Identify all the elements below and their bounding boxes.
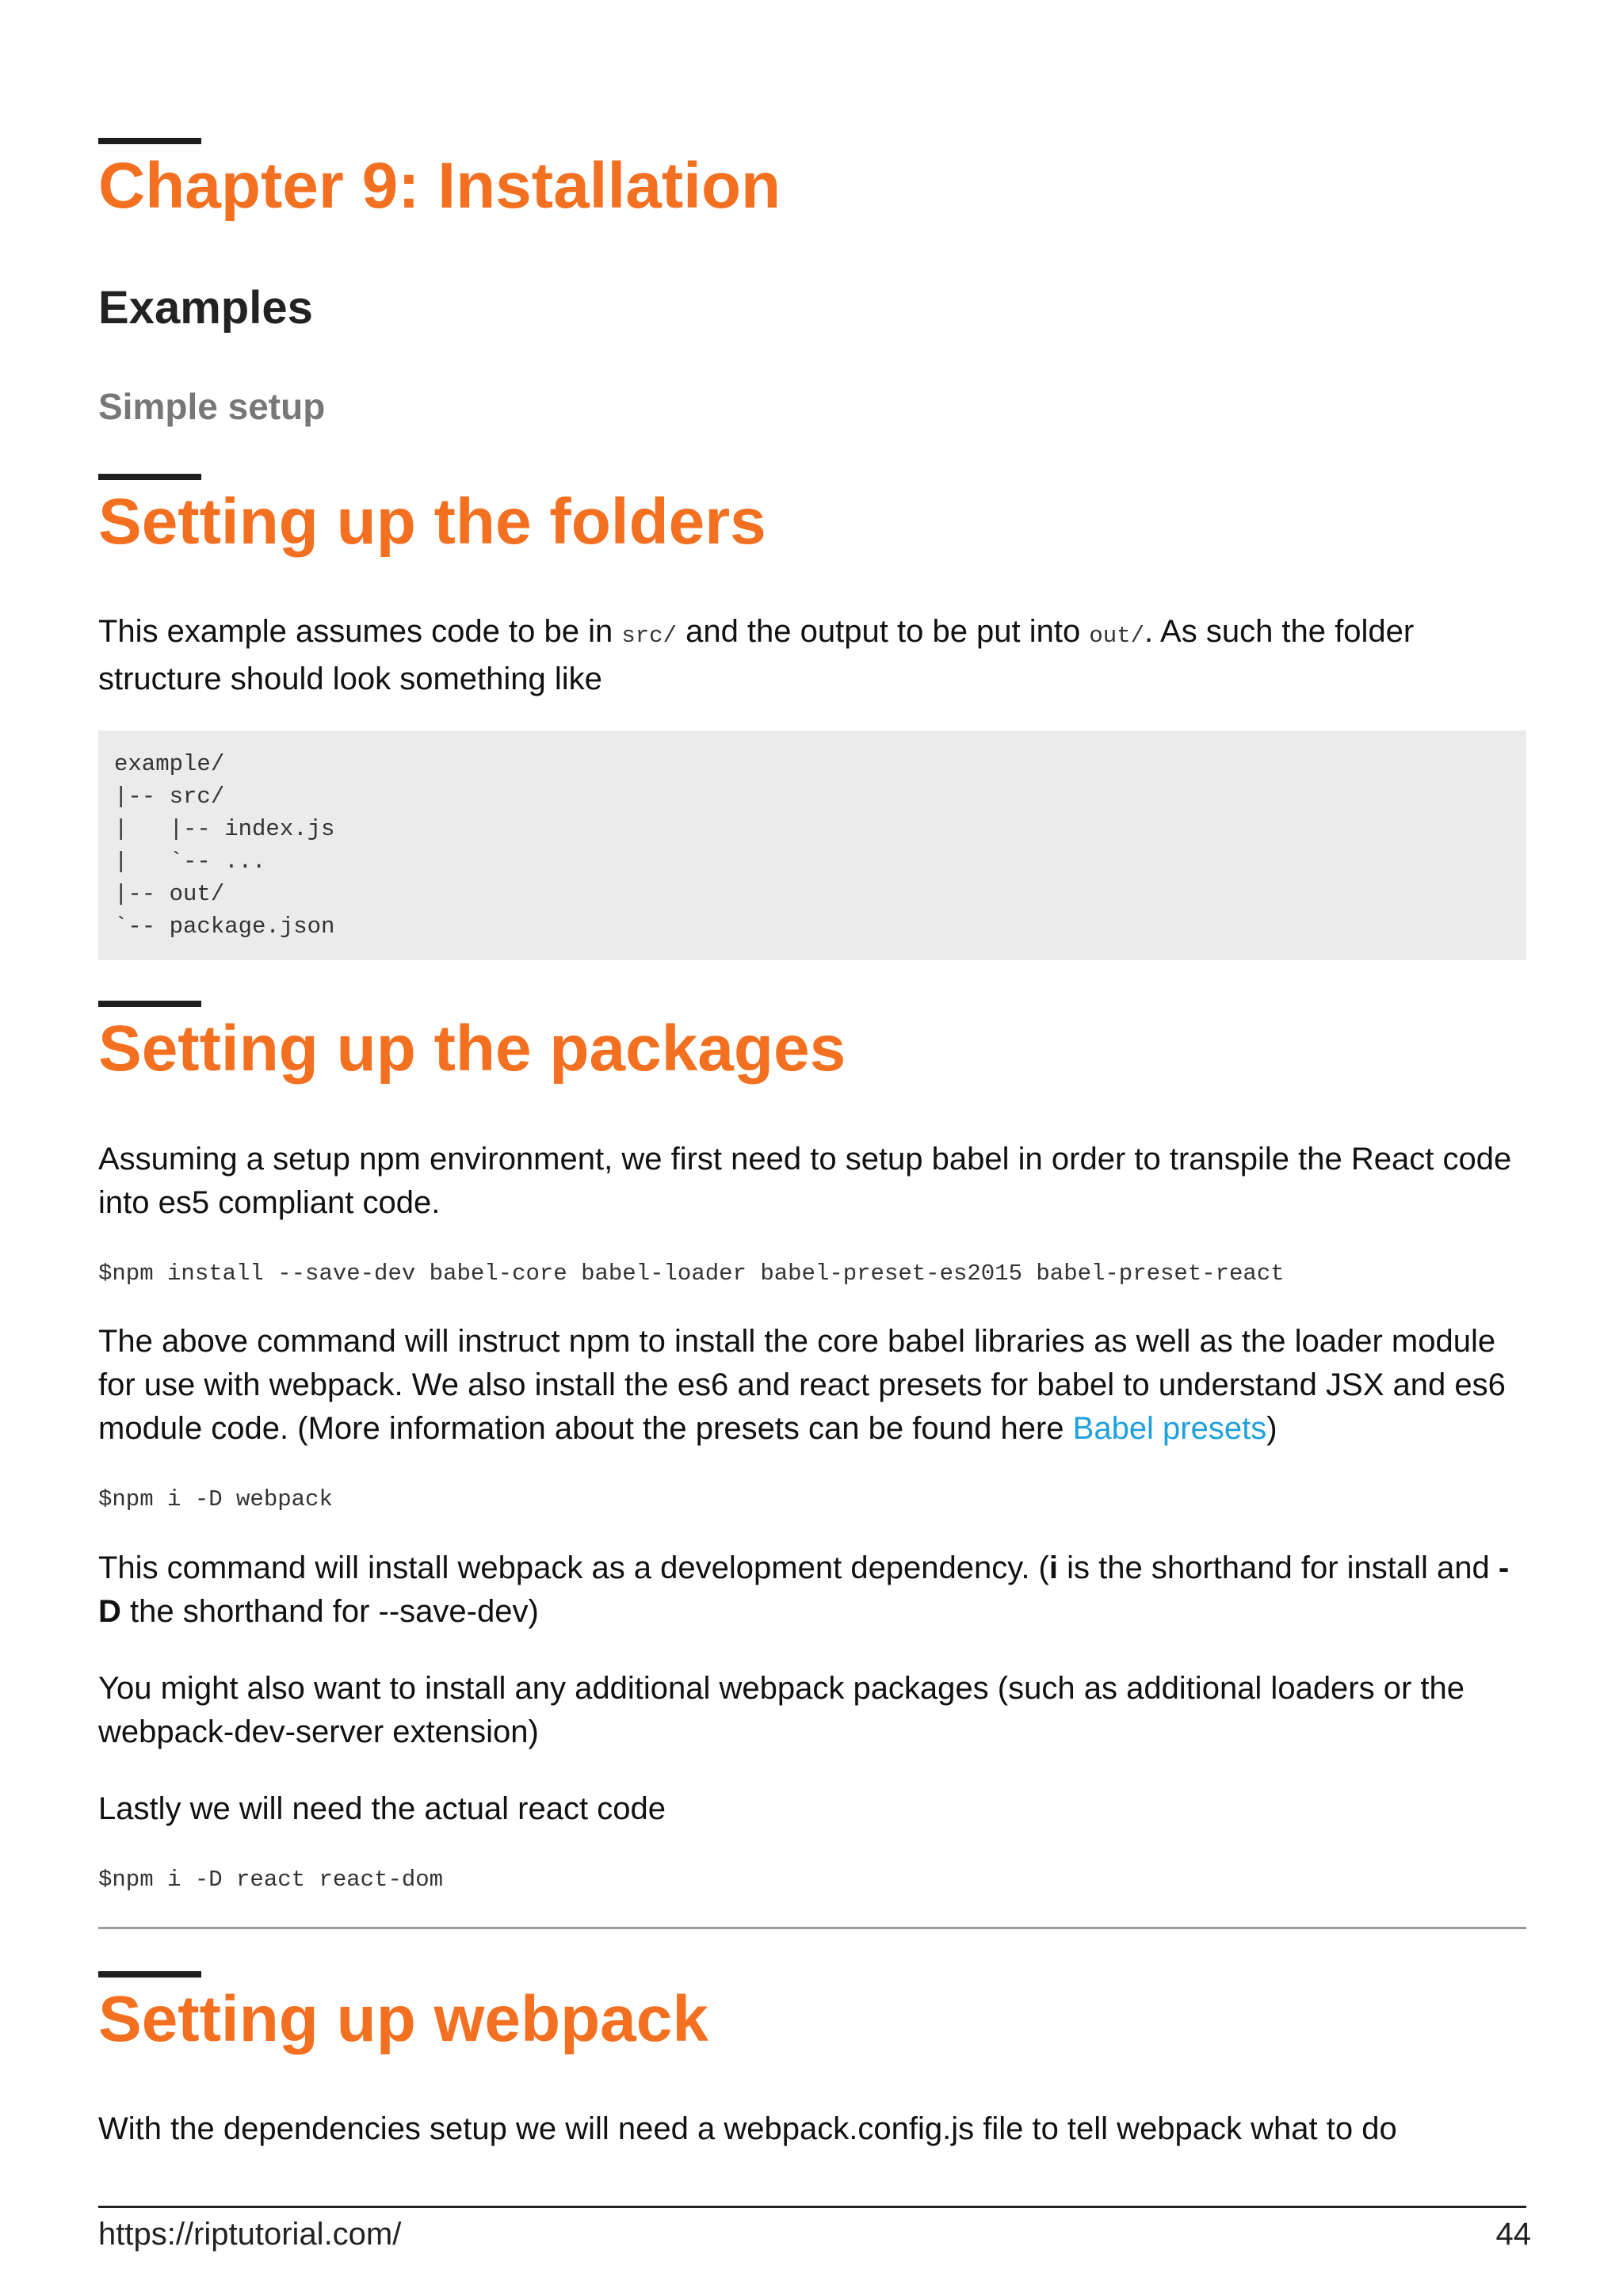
install-react-command: $npm i -D react react-dom — [98, 1867, 444, 1893]
folders-title: Setting up the folders — [98, 486, 766, 558]
packages-title: Setting up the packages — [98, 1013, 846, 1085]
footer-url: https://riptutorial.com/ — [98, 2217, 402, 2252]
folder-tree: example/ |-- src/ | |-- index.js | `-- ... |-- out/ `-- package.json — [114, 751, 335, 940]
babel-presets-link[interactable]: Babel presets — [1072, 1411, 1267, 1446]
text-span: This example assumes code to be in — [98, 614, 622, 649]
text-span: ) — [1266, 1411, 1277, 1446]
chapter-title: Chapter 9: Installation — [98, 150, 781, 222]
text-span: The above command will instruct npm to install the core babel libraries as well as the loader module for use with webpack. We also install the es6 and react presets for babel to understand JSX and es6 module code. (More information about the presets can be found here — [98, 1324, 1506, 1446]
bold-text: i — [1048, 1550, 1058, 1585]
inline-code-src: src/ — [621, 623, 677, 649]
folders-paragraph — [98, 610, 1526, 701]
heading-rule — [98, 1001, 201, 1007]
text-span: and the output to be put into — [676, 614, 1090, 649]
text-span: This command will install webpack as a development dependency. ( — [98, 1550, 1049, 1585]
examples-heading: Examples — [98, 282, 313, 334]
webpack-paragraph-1: With the dependencies setup we will need a webpack.config.js file to tell webpack what to do — [98, 2111, 1397, 2146]
inline-code-out: out/ — [1089, 623, 1145, 649]
webpack-title: Setting up webpack — [98, 1983, 708, 2055]
text-span: is the shorthand for install and — [1058, 1550, 1499, 1585]
folder-tree-code-block — [98, 730, 1526, 960]
packages-paragraph-3 — [98, 1547, 1526, 1634]
heading-rule — [98, 138, 201, 144]
packages-paragraph-5: Lastly we will need the actual react code — [98, 1791, 666, 1826]
packages-paragraph-1: Assuming a setup npm environment, we first need to setup babel in order to transpile the React code into es5 compliant code. — [98, 1142, 1512, 1220]
install-webpack-command: $npm i -D webpack — [98, 1486, 333, 1512]
page-number: 44 — [1495, 2217, 1531, 2252]
footer-rule — [98, 2206, 1526, 2208]
packages-paragraph-2 — [98, 1320, 1526, 1451]
text-span: . As such the folder structure should look something like — [98, 614, 1415, 696]
simple-setup-heading: Simple setup — [98, 386, 326, 427]
heading-rule — [98, 1971, 201, 1978]
packages-paragraph-4: You might also want to install any additional webpack packages (such as additional loaders or the webpack-dev-server extension) — [98, 1671, 1465, 1749]
section-divider — [98, 1927, 1526, 1929]
text-span: the shorthand for --save-dev) — [120, 1594, 539, 1629]
bold-text: -D — [98, 1550, 1510, 1629]
heading-rule — [98, 474, 201, 480]
install-babel-command: $npm install --save-dev babel-core babel-loader babel-preset-es2015 babel-preset-react — [98, 1261, 1285, 1287]
